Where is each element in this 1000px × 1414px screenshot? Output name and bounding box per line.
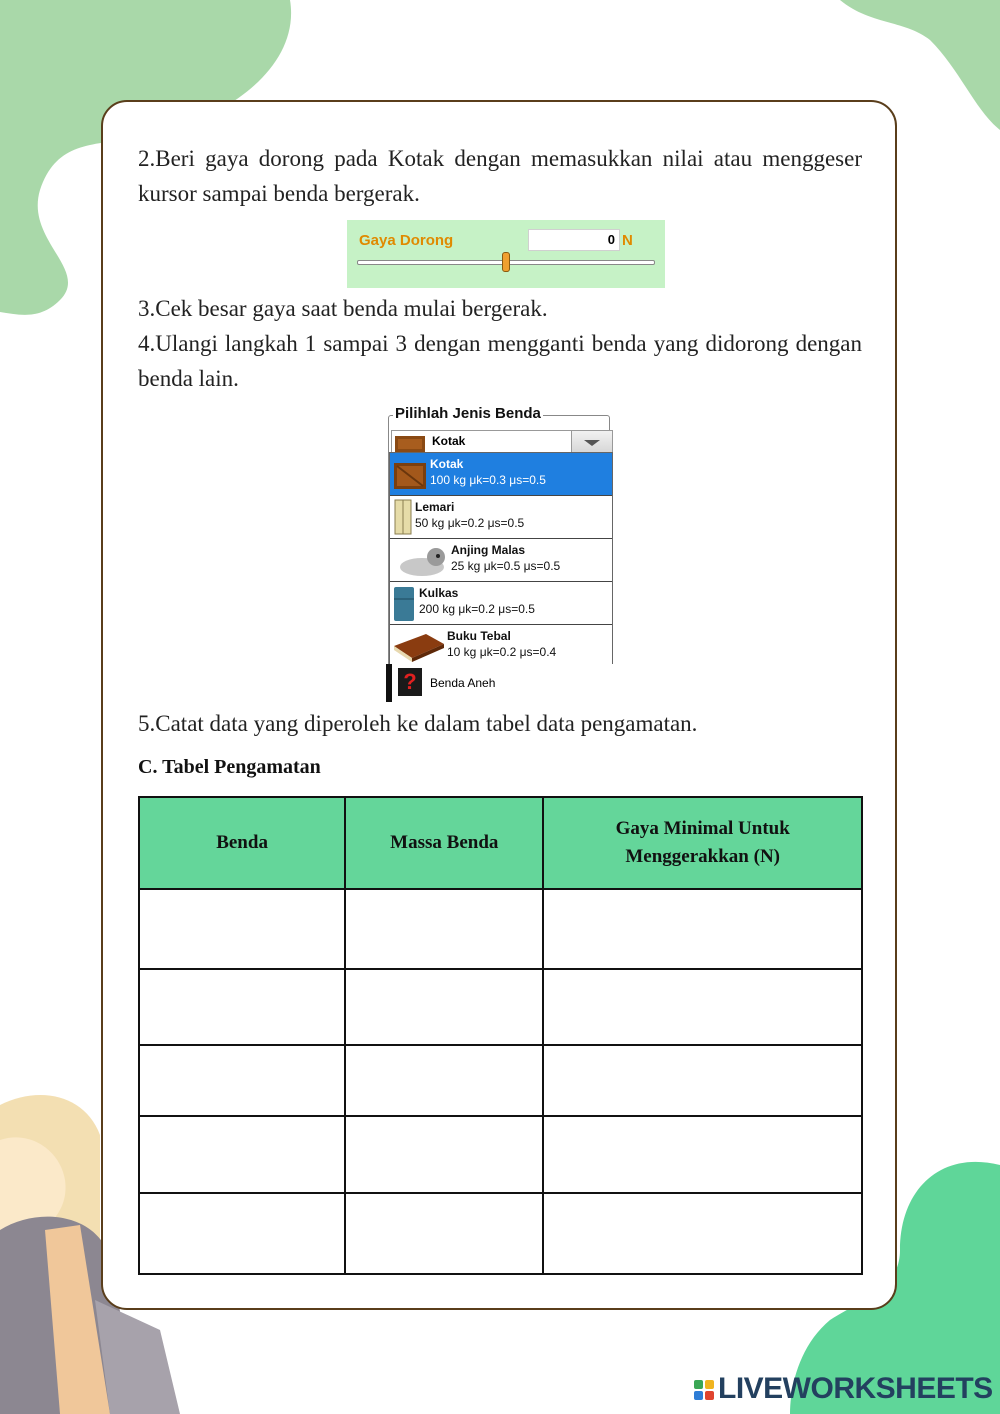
push-force-control (347, 220, 665, 288)
table-header-row (139, 797, 862, 889)
cell-massa[interactable] (345, 1045, 543, 1116)
cell-massa[interactable] (345, 969, 543, 1045)
table-row (139, 969, 862, 1045)
cell-benda[interactable] (139, 889, 345, 969)
header-benda: Benda (139, 797, 345, 889)
selector-title: Pilihlah Jenis Benda (395, 405, 541, 422)
object-selector (385, 405, 615, 702)
option-name: Kulkas (419, 586, 459, 600)
observation-table (138, 796, 863, 1275)
logo-mark-tile (694, 1380, 703, 1389)
header-gaya-minimal: Gaya Minimal Untuk Menggerakkan (N) (543, 797, 862, 889)
header-massa-benda: Massa Benda (345, 797, 543, 889)
dog-icon (392, 543, 448, 579)
logo-mark-tile (705, 1391, 714, 1400)
option-lemari[interactable] (390, 496, 612, 539)
option-buku-tebal[interactable] (390, 625, 612, 668)
option-name: Kotak (430, 457, 464, 471)
step-3-text: 3.Cek besar gaya saat benda mulai bergerak. (138, 296, 548, 321)
option-info: 50 kg μk=0.2 μs=0.5 (415, 516, 525, 530)
question-icon: ? (398, 668, 422, 696)
push-force-label: Gaya Dorong (359, 232, 454, 249)
table-row (139, 889, 862, 969)
option-kotak[interactable] (390, 453, 612, 496)
table-row (139, 1045, 862, 1116)
option-name: Anjing Malas (451, 543, 526, 557)
crate-icon (394, 433, 426, 453)
option-info: 200 kg μk=0.2 μs=0.5 (419, 602, 535, 616)
cell-benda[interactable] (139, 1193, 345, 1274)
cell-massa[interactable] (345, 1116, 543, 1193)
logo-mark-icon (694, 1380, 714, 1400)
cell-gaya[interactable] (543, 1045, 862, 1116)
object-dropdown[interactable] (391, 430, 613, 454)
cell-massa[interactable] (345, 1193, 543, 1274)
cell-massa[interactable] (345, 889, 543, 969)
step-2-text: 2.Beri gaya dorong pada Kotak dengan memasukkan nilai atau menggeser kursor sampai benda bergerak. (138, 146, 862, 206)
option-kulkas[interactable] (390, 582, 612, 625)
logo-mark-tile (694, 1391, 703, 1400)
push-force-input[interactable]: 0 (528, 229, 620, 251)
cell-benda[interactable] (139, 969, 345, 1045)
table-row (139, 1116, 862, 1193)
logo-text: LIVEWORKSHEETS (718, 1372, 993, 1405)
cell-benda[interactable] (139, 1045, 345, 1116)
step-5-text: 5.Catat data yang diperoleh ke dalam tabel data pengamatan. (138, 711, 698, 736)
push-force-unit: N (622, 232, 633, 249)
option-name: Buku Tebal (447, 629, 511, 643)
step-4-text: 4.Ulangi langkah 1 sampai 3 dengan mengganti benda yang didorong dengan benda lain. (138, 331, 862, 391)
dropdown-arrow-button[interactable] (571, 431, 612, 453)
option-name: Lemari (415, 500, 455, 514)
option-benda-aneh[interactable] (386, 664, 614, 702)
fridge-icon (392, 585, 416, 623)
dropdown-selected-value: Kotak (432, 434, 466, 448)
option-info: 100 kg μk=0.3 μs=0.5 (430, 473, 546, 487)
cell-gaya[interactable] (543, 1193, 862, 1274)
cell-gaya[interactable] (543, 969, 862, 1045)
object-option-list (389, 452, 613, 702)
crate-icon (392, 457, 428, 491)
table-row (139, 1193, 862, 1274)
table-heading: C. Tabel Pengamatan (138, 756, 321, 778)
push-force-slider-thumb[interactable] (502, 252, 510, 272)
cabinet-icon (392, 498, 414, 536)
cell-benda[interactable] (139, 1116, 345, 1193)
book-icon (392, 630, 446, 664)
option-info: 25 kg μk=0.5 μs=0.5 (451, 559, 561, 573)
option-info: 10 kg μk=0.2 μs=0.4 (447, 645, 557, 659)
cell-gaya[interactable] (543, 889, 862, 969)
option-anjing-malas[interactable] (390, 539, 612, 582)
cell-gaya[interactable] (543, 1116, 862, 1193)
option-name: Benda Aneh (430, 676, 496, 690)
logo-mark-tile (705, 1380, 714, 1389)
